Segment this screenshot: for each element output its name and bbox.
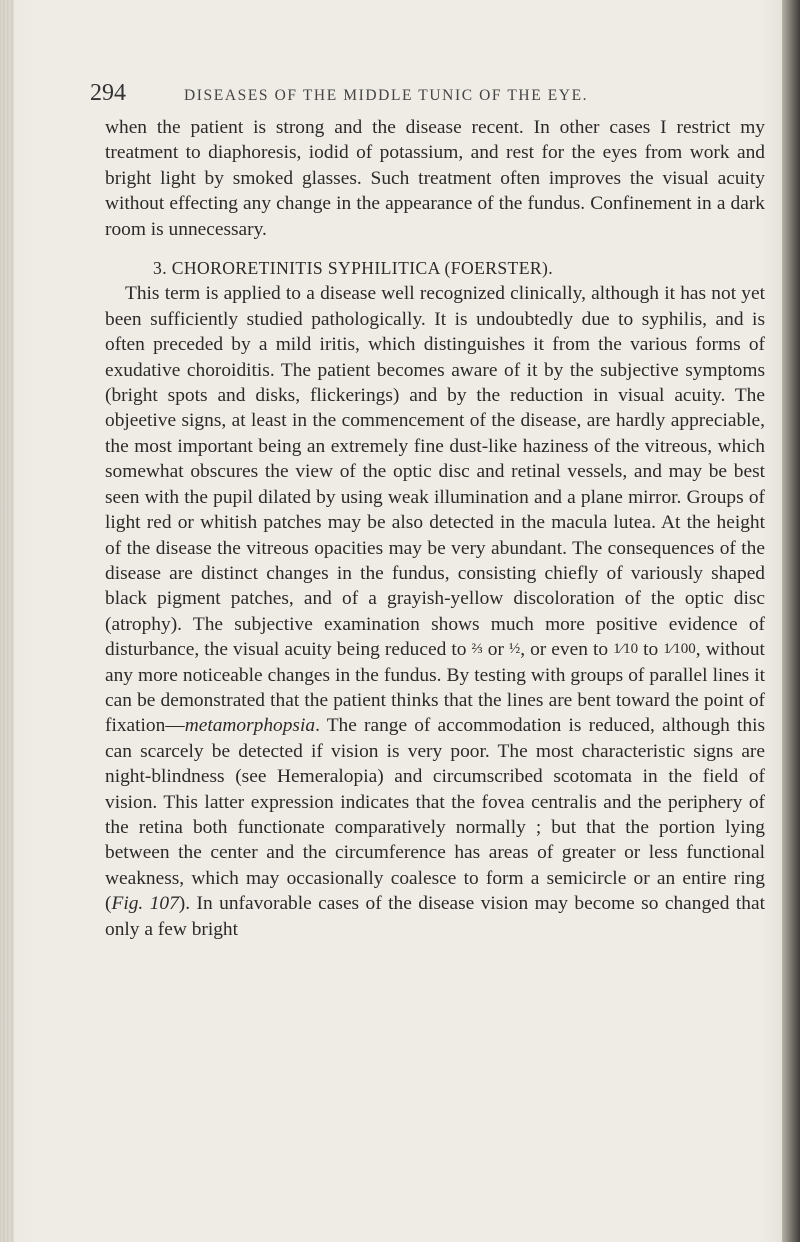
paragraph-2-part-b: , without any more noticeable changes in the fundus. By testing with groups of parallel lines it can be demonstrated that the patient thinks that the lines are bent toward the point of fixation— (105, 639, 765, 737)
paragraph-2-part-d: ). In unfavorable cases of the disease vision may become so changed that only a few bright (105, 893, 765, 940)
paragraph-2-part-a: This term is applied to a disease well recognized clinically, although it has not yet been sufficiently studied pathologically. It is undoubtedly due to syphilis, and is often preceded by a mild iritis, which distinguishes it from the various forms of exudative choroiditis. The patient becomes aware of it by the subjective symptoms (bright spots and disks, flickerings) and by the reduction in visual acuity. The objeetive signs, at least in the commencement of the disease, are hardly appreciable, the most important being an extremely fine dust-like haziness of the vitreous, which somewhat obscures the view of the optic disc and retinal vessels, and may be best seen with the pupil dilated by using weak illumination and a plane mirror. Groups of light red or whitish patches may be also detected in the macula lutea. At the height of the disease the vitreous opacities may be very abundant. The consequences of the disease are distinct changes in the fundus, consisting chiefly of variously shaped black pigment patches, and of a grayish-yellow discoloration of the optic disc (atrophy). The subjective examination shows much more positive evidence of disturbance, the visual acuity being reduced to (105, 283, 765, 661)
fraction-one-hundredth: 1⁄100 (663, 641, 696, 658)
running-title: DISEASES OF THE MIDDLE TUNIC OF THE EYE. (184, 87, 589, 104)
page-number: 294 (90, 80, 126, 106)
section-heading: 3. CHORORETINITIS SYPHILITICA (FOERSTER). (153, 258, 554, 279)
page-binding-edge (0, 0, 14, 1242)
italic-term-metamorphopsia: metamorphopsia (184, 715, 316, 737)
paragraph-2-part-c: . The range of accommodation is reduced, although this can scarcely be detected if vision is very poor. The most characteristic signs are night-blindness (see Hemeralopia) and circumscribed scotomata in the field of vision. This latter expression indicates that the fovea centralis and the periphery of the retina both functionate comparatively normally ; but that the portion lying between the center and the circumference has areas of greater or less functional weakness, which may occasionally coalesce to form a semicircle or an entire ring ( (105, 715, 765, 915)
fraction-one-half: ½ (508, 641, 521, 658)
word-or-even-to: , or even to (520, 639, 609, 661)
page-header (90, 80, 740, 110)
fraction-one-tenth: 1⁄10 (613, 641, 639, 658)
figure-reference: Fig. 107 (111, 893, 179, 915)
word-to: to (643, 639, 659, 661)
word-or: or (487, 639, 504, 661)
paragraph-1: when the patient is strong and the disease recent. In other cases I restrict my treatment to diaphoresis, iodid of potassium, and rest for the eyes from work and bright light by smoked glasses. Such treatment often improves the visual acuity without effecting any change in the appearance of the fundus. Confinement in a dark room is unnecessary. (105, 117, 765, 240)
page-right-edge (782, 0, 800, 1242)
fraction-two-thirds: ⅔ (471, 641, 483, 658)
body-text (105, 115, 765, 942)
paragraph-2 (105, 281, 765, 942)
